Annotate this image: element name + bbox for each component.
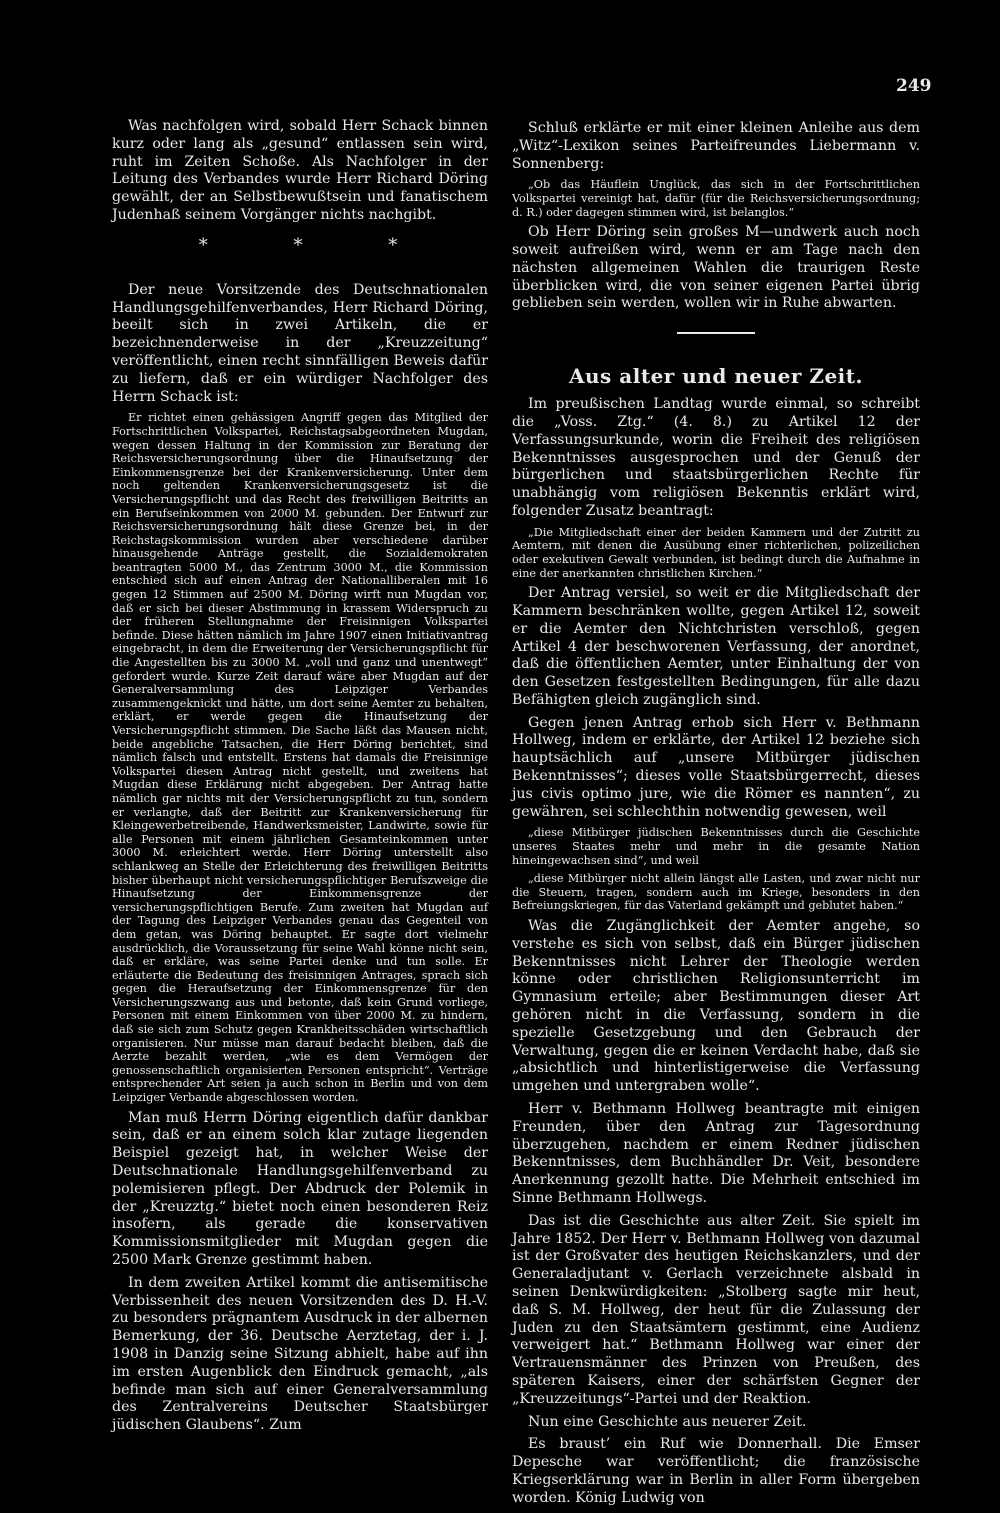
paragraph: Schluß erklärte er mit einer kleinen Anleihe aus dem „Witz“-Lexikon seines Parteifreundes Liebermann v. Sonnenberg: xyxy=(512,120,920,172)
paragraph: Im preußischen Landtag wurde einmal, so schreibt die „Voss. Ztg.“ (4. 8.) zu Artikel 12 der Verfassungsurkunde, worin die Freiheit des religiösen Bekenntnisses ausgesprochen und der Genuß der bürgerlichen und staatsbürgerlichen Rechte für unabhängig vom religiösen Bekenntis erklärt wird, folgender Zusatz beantragt: xyxy=(512,396,920,519)
quoted-paragraph: „Ob das Häuflein Unglück, das sich in der Fortschrittlichen Volkspartei vereinigt hat, dafür (für die Reichsversicherungsordnung; d. R.) oder dagegen stimmen wird, ist belanglos.“ xyxy=(512,178,920,219)
paragraph: Der Antrag versiel, so weit er die Mitgliedschaft der Kammern beschränken wollte, gegen Artikel 12, soweit er die Aemter den Nichtchristen verschloß, gegen Artikel 4 der beschworenen Verfassung, der anordnet, daß die öffentlichen Aemter, unter Einhaltung der von den Gesetzen festgestellten Bedingungen, für alle dazu Befähigten gleich zugänglich sind. xyxy=(512,585,920,708)
section-divider xyxy=(677,332,755,334)
paragraph: Was nachfolgen wird, sobald Herr Schack binnen kurz oder lang als „gesund“ entlassen sein wird, ruht im Zeiten Schoße. Als Nachfolger in der Leitung des Verbandes wurde Herr Richard Döring gewählt, der an Selbstbewußtsein und fanatischem Judenhaß seinem Vorgänger nichts nachgibt. xyxy=(112,118,488,223)
paragraph: Der neue Vorsitzende des Deutschnationalen Handlungsgehilfenverbandes, Herr Richard Döring, beeilt sich in zwei Artikeln, die er bezeichnenderweise in der „Kreuzzeitung“ veröffentlicht, einen recht sinnfälligen Beweis dafür zu liefern, daß er ein würdiger Nachfolger des Herrn Schack ist: xyxy=(112,281,488,405)
page-number: 249 xyxy=(896,76,932,96)
paragraph: Man muß Herrn Döring eigentlich dafür dankbar sein, daß er an einem solch klar zutage liegenden Beispiel gezeigt hat, in welcher Weise der Deutschnationale Handlungsgehilfenverband zu polemisieren pflegt. Der Abdruck der Polemik in der „Kreuzztg.“ bietet noch einen besonderen Reiz insofern, als gerade die konservativen Kommissionsmitglieder mit Mugdan gegen die 2500 Mark Grenze gestimmt haben. xyxy=(112,1109,488,1269)
left-column xyxy=(112,118,488,1440)
quoted-paragraph: „diese Mitbürger nicht allein längst alle Lasten, und zwar nicht nur die Steuern, tragen, sondern auch im Kriege, besonders in den Befreiungskriegen, für das Vaterland gekämpft und geblutet haben.“ xyxy=(512,872,920,913)
paragraph: Ob Herr Döring sein großes M—undwerk auch noch soweit aufreißen wird, wenn er am Tage nach den nächsten allgemeinen Wahlen die traurigen Reste überblicken wird, die von seiner eigenen Partei übrig geblieben sein werden, wollen wir in Ruhe abwarten. xyxy=(512,224,920,312)
paragraph: Es braust’ ein Ruf wie Donnerhall. Die Emser Depesche war veröffentlicht; die französische Kriegserklärung war in Berlin in aller Form übergeben worden. König Ludwig von xyxy=(512,1436,920,1506)
section-heading: Aus alter und neuer Zeit. xyxy=(569,364,863,389)
quoted-paragraph: Er richtet einen gehässigen Angriff gegen das Mitglied der Fortschrittlichen Volkspartei, Reichstagsabgeordneten Mugdan, wegen dessen Haltung in der Kommission zur Beratung der Reichsversicherungsordnung über die Hinaufsetzung der Einkommensgrenze bei der Krankenversicherung. Unter dem noch geltenden Krankenversicherungsgesetz ist die Versicherungspflicht und das Recht des freiwilligen Beitritts an ein Berufseinkommen von 2000 M. gebunden. Der Entwurf zur Reichsversicherungsordnung hält diese Grenze bei, in der Reichstagskommission wurden aber verschiedene darüber hinausgehende Anträge gestellt, die Sozialdemokraten beantragten 5000 M., das Zentrum 3000 M., die Kommission entschied sich auf einen Antrag der Nationalliberalen mit 16 gegen 12 Stimmen auf 2500 M. Döring wirft nun Mugdan vor, daß er sich bei dieser Abstimmung in krassem Widerspruch zu der früheren Stellungnahme der Freisinnigen Volkspartei befinde. Diese hätten nämlich im Jahre 1907 einen Initiativantrag eingebracht, in dem die Erweiterung der Versicherungspflicht für die Angestellten bis zu 3000 M. „voll und ganz und unentwegt“ gefordert wurde. Kurze Zeit darauf wäre aber Mugdan auf der Generalversammlung des Leipziger Verbandes zusammengeknickt und hätte, um dort seine Aemter zu behalten, erklärt, er werde gegen die Hinaufsetzung der Versicherungspflicht stimmen. Die Sache läßt das Mausen nicht, beide angebliche Tatsachen, die Herr Döring berichtet, sind nämlich falsch und entstellt. Erstens hat damals die Freisinnige Volkspartei diesen Antrag nicht gestellt, und zweitens hat Mugdan diese Erklärung nicht abgegeben. Der Antrag hatte nämlich gar nichts mit der Versicherungspflicht zu tun, sondern er verlangte, daß der Beitritt zur Krankenversicherung für Kleingewerbetreibende, Handwerksmeister, Landwirte, sowie für alle Personen mit einem jährlichen Gesamteinkommen unter 3000 M. erleichtert werde. Herr Döring unterstellt also schlankweg an Stelle der Erleichterung des freiwilligen Beitritts bisher überhaupt nicht versicherungspflichtiger Berufszweige die Hinaufsetzung der Einkommensgrenze der versicherungspflichtigen Berufe. Zum zweiten hat Mugdan auf der Tagung des Leipziger Verbandes genau das Gegenteil von dem getan, was Döring behauptet. Er sagte dort vielmehr ausdrücklich, die Voraussetzung für seine Wahl könne nicht sein, daß er erkläre, was seine Partei denke und tun solle. Er erläuterte die Bedeutung des freisinnigen Antrages, sprach sich gegen die Heraufsetzung der Einkommensgrenze für den Versicherungszwang aus und betonte, daß kein Grund vorliege, Personen mit einem Einkommen von über 2000 M. zu hindern, daß sie sich zum Schutz gegen Krankheitsschäden wirtschaftlich organisieren. Nur müsse man darauf bedacht bleiben, daß die Aerzte bezahlt werden, „wie es dem Vermögen der genossenschaftlich organisierten Personen entspricht“. Verträge entsprechender Art seien ja auch schon in Berlin und von dem Leipziger Verbande abgeschlossen worden. xyxy=(112,411,488,1105)
paragraph: Gegen jenen Antrag erhob sich Herr v. Bethmann Hollweg, indem er erklärte, der Artikel 12 beziehe sich hauptsächlich auf „unsere Mitbürger jüdischen Bekenntnisses“; dieses volle Staatsbürgerrecht, dieses jus civis optimo jure, wie die Römer es nannten“, zu gewähren, sei schlechthin notwendig gewesen, weil xyxy=(512,714,920,820)
paragraph: Das ist die Geschichte aus alter Zeit. Sie spielt im Jahre 1852. Der Herr v. Bethmann Hollweg von dazumal ist der Großvater des heutigen Reichskanzlers, und der Generaladjutant v. Gerlach verzeichnete alsbald in seinen Denkwürdigkeiten: „Stolberg sagte mir heut, daß S. M. Hollweg, der heut für die Zulassung der Juden zu den Staatsämtern gestimmt, eine Audienz verweigert hat.“ Bethmann Hollweg war einer der Vertrauensmänner des Prinzen von Preußen, des späteren Kaisers, einer der schärfsten Gegner der „Kreuzzeitungs“-Partei und der Reaktion. xyxy=(512,1212,920,1407)
right-column xyxy=(512,120,920,1513)
section-separator-stars: * * * xyxy=(198,234,438,256)
quoted-paragraph: „diese Mitbürger jüdischen Bekenntnisses durch die Geschichte unseres Staates mehr und mehr in die gesamte Nation hineingewachsen sind“, und weil xyxy=(512,826,920,867)
paragraph: Was die Zugänglichkeit der Aemter angehe, so verstehe es sich von selbst, daß ein Bürger jüdischen Bekenntnisses nicht Lehrer der Theologie werden könne oder christlichen Religionsunterricht im Gymnasium erteile; aber Bestimmungen dieser Art gehören nicht in die Verfassung, sondern in die spezielle Gesetzgebung und den Gebrauch der Verwaltung, gegen die er keinen Verdacht habe, daß sie „absichtlich und hinterlistigerweise die Verfassung umgehen und untergraben wolle“. xyxy=(512,918,920,1095)
paragraph: Nun eine Geschichte aus neuerer Zeit. xyxy=(528,1413,807,1430)
quoted-paragraph: „Die Mitgliedschaft einer der beiden Kammern und der Zutritt zu Aemtern, mit denen die Ausübung einer richterlichen, polizeilichen oder exekutiven Gewalt verbunden, ist bedingt durch die Aufnahme in eine der anerkannten christlichen Kirchen.“ xyxy=(512,525,920,580)
paragraph: Herr v. Bethmann Hollweg beantragte mit einigen Freunden, über den Antrag zur Tagesordnung überzugehen, nachdem er einem Redner jüdischen Bekenntnisses, dem Buchhändler Dr. Veit, besondere Anerkennung gezollt hatte. Die Mehrheit entschied im Sinne Bethmann Hollwegs. xyxy=(512,1101,920,1206)
paragraph: In dem zweiten Artikel kommt die antisemitische Verbissenheit des neuen Vorsitzenden des D. H.-V. zu besonders prägnantem Ausdruck in der albernen Bemerkung, der 36. Deutsche Aerztetag, der i. J. 1908 in Danzig seine Sitzung abhielt, habe auf ihn im ersten Augenblick den Eindruck gemacht, „als befinde man sich auf einer Generalversammlung des Zentralvereins Deutscher Staatsbürger jüdischen Glaubens“. Zum xyxy=(112,1274,488,1434)
